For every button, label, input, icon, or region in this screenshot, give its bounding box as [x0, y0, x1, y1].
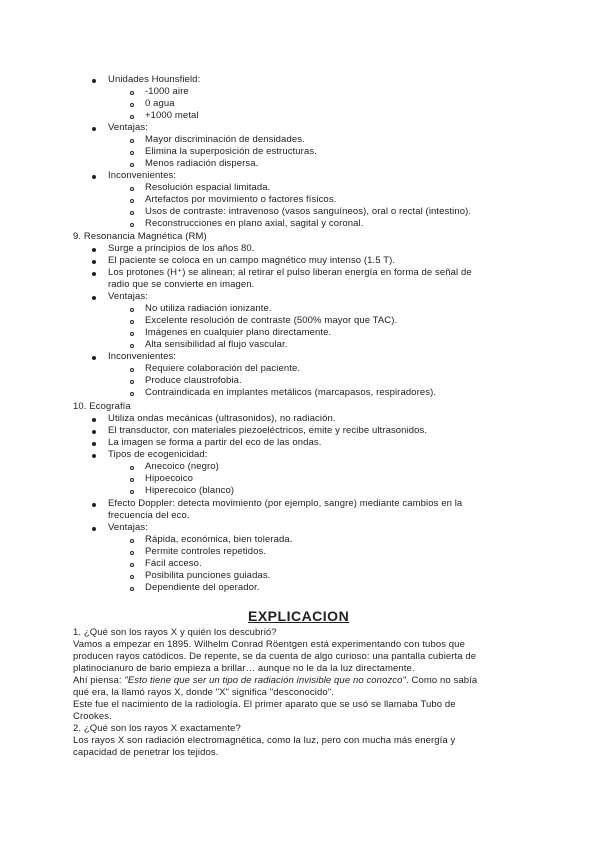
bullet-dot [92, 527, 96, 531]
bullet-circle [130, 103, 134, 107]
bullet-dot [92, 430, 96, 434]
bullet-circle [130, 332, 134, 336]
list-item: Contraindicada en implantes metálicos (marcapasos, respiradores). [145, 387, 437, 398]
list-item: Excelente resolución de contraste (500% mayor que TAC). [145, 315, 398, 326]
section-heading-rm: 9. Resonancia Magnética (RM) [73, 231, 207, 242]
bullet-circle [130, 163, 134, 167]
list-item-continuation: frecuencia del eco. [108, 510, 190, 521]
list-item: Permite controles repetidos. [145, 546, 267, 557]
bullet-circle [130, 187, 134, 191]
list-item: 0 agua [145, 98, 175, 109]
paragraph-line: Crookes. [73, 711, 112, 722]
list-item: Usos de contraste: intravenoso (vasos sanguíneos), oral o rectal (intestino). [145, 206, 472, 217]
list-item: Hiperecoico (blanco) [145, 485, 235, 496]
paragraph-line: producen rayos catódicos. De repente, se da cuenta de algo curioso: una pantalla cubierta de [73, 651, 477, 662]
bullet-circle [130, 392, 134, 396]
list-item: Imágenes en cualquier plano directamente. [145, 327, 332, 338]
paragraph-line: Los rayos X son radiación electromagnética, como la luz, pero con mucha más energía y [73, 735, 456, 746]
bullet-circle [130, 466, 134, 470]
bullet-circle [130, 563, 134, 567]
paragraph-line: Vamos a empezar en 1895. Wilhelm Conrad Röentgen está experimentando con tubos que [73, 639, 465, 650]
list-item: Efecto Doppler: detecta movimiento (por ejemplo, sangre) mediante cambios en la [108, 498, 463, 509]
bullet-circle [130, 380, 134, 384]
bullet-dot [92, 260, 96, 264]
section-heading-eco: 10. Ecografía [73, 401, 131, 412]
quote-text: "Esto tiene que ser un tipo de radiación invisible que no conozco" [124, 675, 407, 686]
bullet-dot [92, 442, 96, 446]
bullet-circle [130, 115, 134, 119]
bullet-circle [130, 139, 134, 143]
list-item: Reconstrucciones en plano axial, sagital y coronal. [145, 218, 364, 229]
tipos-label: Tipos de ecogenicidad: [108, 449, 208, 460]
list-item: +1000 metal [145, 110, 199, 121]
list-item: Posibilita punciones guiadas. [145, 570, 271, 581]
ventajas-label: Ventajas: [108, 122, 148, 133]
bullet-circle [130, 344, 134, 348]
bullet-circle [130, 199, 134, 203]
list-item: Hipoecoico [145, 473, 193, 484]
list-item: El paciente se coloca en un campo magnético muy intenso (1.5 T). [108, 255, 396, 266]
bullet-dot [92, 175, 96, 179]
bullet-dot [92, 296, 96, 300]
bullet-dot [92, 503, 96, 507]
paragraph-line: Este fue el nacimiento de la radiología. El primer aparato que se usó se llamaba Tubo de [73, 699, 456, 710]
bullet-circle [130, 91, 134, 95]
list-item: Artefactos por movimiento o factores físicos. [145, 194, 337, 205]
bullet-circle [130, 368, 134, 372]
bullet-dot [92, 127, 96, 131]
list-item: La imagen se forma a partir del eco de las ondas. [108, 437, 322, 448]
question-heading: 2. ¿Qué son los rayos X exactamente? [73, 723, 241, 734]
bullet-circle [130, 308, 134, 312]
inconvenientes-label: Inconvenientes: [108, 170, 177, 181]
paragraph-line: qué era, la llamó rayos X, donde "X" significa "desconocido". [73, 687, 334, 698]
bullet-circle [130, 223, 134, 227]
question-heading: 1. ¿Qué son los rayos X y quién los descubrió? [73, 627, 277, 638]
bullet-circle [130, 320, 134, 324]
list-item: Rápida, económica, bien tolerada. [145, 534, 293, 545]
list-item: No utiliza radiación ionizante. [145, 303, 272, 314]
bullet-dot [92, 454, 96, 458]
list-item: Alta sensibilidad al flujo vascular. [145, 339, 288, 350]
list-item: Anecoico (negro) [145, 461, 219, 472]
bullet-dot [92, 79, 96, 83]
ventajas-label: Ventajas: [108, 291, 148, 302]
bullet-circle [130, 551, 134, 555]
list-item: Mayor discriminación de densidades. [145, 134, 305, 145]
list-item: Utiliza ondas mecánicas (ultrasonidos), no radiación. [108, 413, 336, 424]
bullet-circle [130, 490, 134, 494]
list-item: Elimina la superposición de estructuras. [145, 146, 317, 157]
list-item: Requiere colaboración del paciente. [145, 363, 301, 374]
list-item: Resolución espacial limitada. [145, 182, 271, 193]
bullet-dot [92, 356, 96, 360]
bullet-circle [130, 211, 134, 215]
list-item: Produce claustrofobia. [145, 375, 242, 386]
list-item: Menos radiación dispersa. [145, 158, 259, 169]
hounsfield-label: Unidades Hounsfield: [108, 74, 201, 85]
list-item: Fácil acceso. [145, 558, 202, 569]
bullet-circle [130, 478, 134, 482]
bullet-circle [130, 575, 134, 579]
text-run: Ahí piensa: [73, 675, 125, 686]
list-item-continuation: radio que se convierte en imagen. [108, 279, 255, 290]
paragraph-line: platinocianuro de bario empieza a brillar… aunque no le da la luz directamente. [73, 663, 415, 674]
paragraph-line [73, 675, 477, 687]
list-item: Los protones (H⁺) se alinean; al retirar el pulso liberan energía en forma de señal de [108, 267, 472, 278]
list-item: El transductor, con materiales piezoeléctricos, emite y recibe ultrasonidos. [108, 425, 428, 436]
list-item: Surge a principios de los años 80. [108, 243, 255, 254]
inconvenientes-label: Inconvenientes: [108, 351, 177, 362]
list-item: -1000 aire [145, 86, 189, 97]
explicacion-title: EXPLICACION [248, 608, 350, 624]
bullet-dot [92, 418, 96, 422]
bullet-dot [92, 272, 96, 276]
paragraph-line: capacidad de penetrar los tejidos. [73, 747, 219, 758]
bullet-circle [130, 151, 134, 155]
bullet-dot [92, 248, 96, 252]
bullet-circle [130, 539, 134, 543]
list-item: Dependiente del operador. [145, 582, 260, 593]
text-run: . Como no sabía [406, 675, 478, 686]
ventajas-label: Ventajas: [108, 522, 148, 533]
bullet-circle [130, 587, 134, 591]
